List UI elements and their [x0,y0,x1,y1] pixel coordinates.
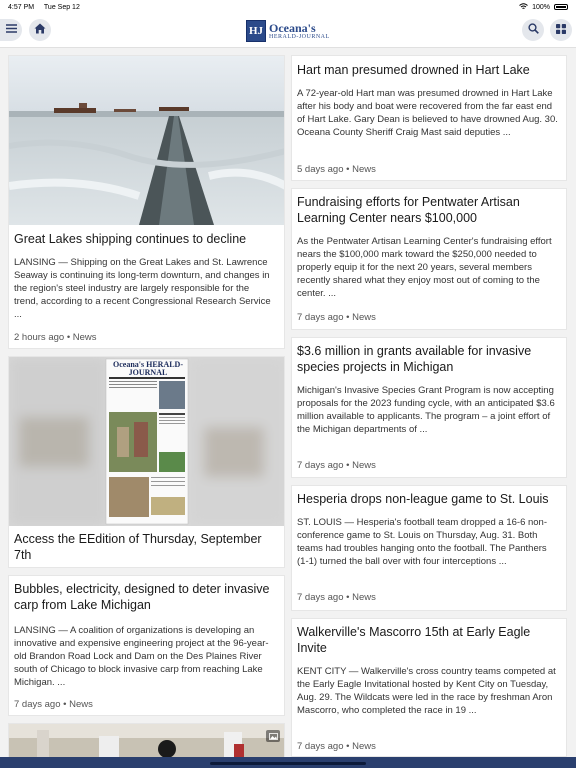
article-meta: 7 days ago • News [297,312,376,323]
article-headline[interactable]: Hart man presumed drowned in Hart Lake [297,63,530,77]
article-summary: Michigan's Invasive Species Grant Program is now accepting proposals for the 2023 funding cycle, with an anticipated $3.6 million available to applicants. The program – a joint effort of the Michigan departments of ... [297,385,555,435]
eedition-masthead: Oceana's HERALD-JOURNAL [113,360,183,377]
article-card[interactable] [291,337,567,478]
article-headline[interactable]: Fundraising efforts for Pentwater Artisan Learning Center nears $100,000 [297,195,520,225]
article-image-ship-ice [9,56,284,225]
home-indicator[interactable] [210,762,366,765]
article-card[interactable] [291,485,567,611]
logo-mark: HJ [246,20,266,42]
article-meta: 2 hours ago • News [14,332,97,343]
article-headline[interactable]: Access the EEdition of Thursday, September 7th [14,532,262,562]
sections-button[interactable] [550,19,572,41]
hamburger-icon [6,24,17,36]
site-logo[interactable] [246,19,330,43]
article-card[interactable] [8,55,285,349]
article-card[interactable] [8,575,285,716]
article-summary: LANSING — Shipping on the Great Lakes and St. Lawrence Seaway is continuing its long-term downturn, and changes in the region's steel industry are largely responsible for the trend, according to a recent Congressional Research Service ... [14,257,271,320]
article-summary: A 72-year-old Hart man was presumed drowned in Hart Lake after his body and boat were recovered from the far east end of Hart Lake. Gary Dean is believed to have drowned Aug. 30. Oceana County Sheriff Craig Mast said deputies ... [297,88,558,138]
article-headline[interactable]: Bubbles, electricity, designed to deter invasive carp from Lake Michigan [14,582,270,612]
wifi-icon [519,3,528,12]
article-card[interactable] [291,55,567,181]
article-summary: KENT CITY — Walkerville's cross country teams competed at the Early Eagle Invitational hosted by Kent City on Tuesday, Aug. 29. The Wildcats were led in the race by freshman Aron Mascorro, who completed the race in 19 ... [297,666,556,716]
search-icon [528,23,539,37]
search-button[interactable] [522,19,544,41]
article-meta: 7 days ago • News [297,741,376,752]
grid-icon [556,24,566,37]
eedition-cover-image [9,357,284,526]
gallery-icon [266,730,280,742]
home-icon [34,23,46,37]
status-bar [0,0,576,14]
article-headline[interactable]: Walkerville's Mascorro 15th at Early Eagle Invite [297,625,531,655]
article-summary: ST. LOUIS — Hesperia's football team dropped a 16-6 non-conference game to St. Louis on Thursday, Aug. 31. Both teams had troubles hanging onto the football. The Panthers (1-1) turned the ball over with four interceptions ... [297,517,548,567]
article-headline[interactable]: $3.6 million in grants available for invasive species projects in Michigan [297,344,532,374]
article-headline[interactable]: Great Lakes shipping continues to decline [14,232,247,246]
article-summary: As the Pentwater Artisan Learning Center's fundraising effort nears the $100,000 mark toward the $250,000 needed to properly equip it for the next 20 years, several members recently shared what they enjoy most out of coming to the center. ... [297,236,552,299]
status-date: Tue Sep 12 [43,3,80,11]
article-meta: 7 days ago • News [297,592,376,603]
article-card[interactable] [291,618,567,757]
article-meta: 5 days ago • News [297,164,376,175]
app-header [0,14,576,48]
menu-button[interactable] [0,19,22,41]
logo-title: Oceana's [269,21,316,35]
status-time: 4:57 PM [8,3,35,11]
article-headline[interactable]: Hesperia drops non-league game to St. Louis [297,492,549,506]
battery-percent: 100% [532,3,550,11]
home-button[interactable] [29,19,51,41]
eedition-card[interactable] [8,356,285,568]
article-meta: 7 days ago • News [14,699,93,710]
battery-icon [554,4,568,10]
logo-subtitle: HERALD-JOURNAL [269,34,330,40]
article-summary: LANSING — A coalition of organizations is developing an innovative and expensive engineering project at the 96-year-old Brandon Road Lock and Dam on the Des Plaines River south of Chicago to block invasive carp from reaching Lake Michigan. ... [14,625,269,688]
article-meta: 7 days ago • News [297,460,376,471]
article-card[interactable] [291,188,567,330]
